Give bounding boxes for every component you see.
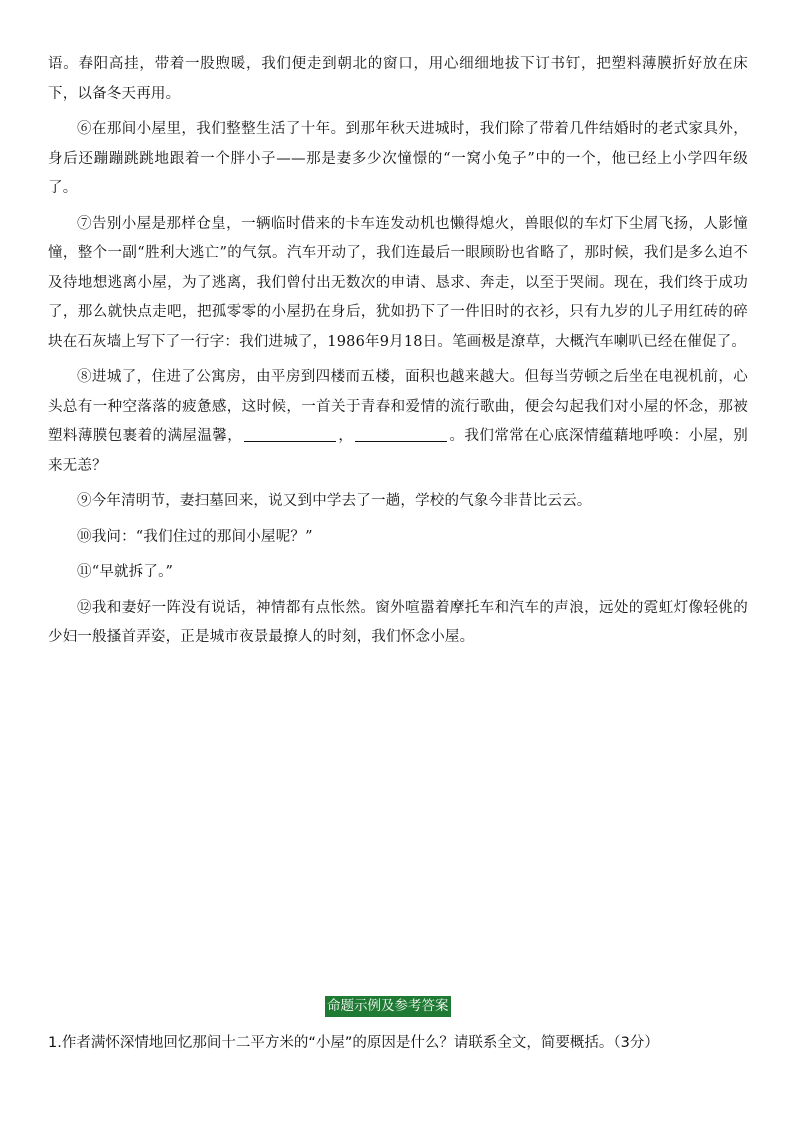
paragraph-8 — [48, 363, 748, 481]
paragraph-8-separator: ， — [338, 428, 354, 444]
paragraph-8-text-a: ⑧进城了，住进了公寓房，由平房到四楼而五楼，面积也越来越大。但每当劳顿之后坐在电视机前，心头总有一种空落落的疲惫感，这时候，一首关于青春和爱情的流行歌曲，便会勾起我们对小屋的怀念，那被塑料薄膜包裹着的满屋温馨， — [48, 369, 748, 444]
paragraph-8-text-b: 。我们常常在心底深情蕴藉地呼唤：小屋，别来无恙？ — [48, 428, 748, 474]
paragraph-6: ⑥在那间小屋里，我们整整生活了十年。到那年秋天进城时，我们除了带着几件结婚时的老式家具外，身后还蹦蹦跳跳地跟着一个胖小子——那是妻多少次憧憬的“一窝小兔子”中的一个，他已经上小学四年级了。 — [48, 121, 748, 196]
fill-blank-1[interactable] — [244, 427, 336, 442]
paragraph-10: ⑩我问：“我们住过的那间小屋呢？” — [77, 528, 313, 545]
article-body — [48, 50, 748, 659]
paragraph-11: ⑪“早就拆了。” — [77, 564, 174, 580]
paragraph-9: ⑨今年清明节，妻扫墓回来，说又到中学去了一趟，学校的气象今非昔比云云。 — [77, 493, 592, 509]
paragraph-intro: 语。春阳高挂，带着一股煦暖，我们便走到朝北的窗口，用心细细地拔下订书钉，把塑料薄膜折好放在床下，以备冬天再用。 — [48, 56, 748, 102]
paragraph-12: ⑫我和妻好一阵没有说话，神情都有点怅然。窗外喧嚣着摩托车和汽车的声浪，远处的霓虹灯像轻佻的少妇一般搔首弄姿，正是城市夜景最撩人的时刻，我们怀念小屋。 — [48, 599, 748, 645]
fill-blank-2[interactable] — [355, 427, 447, 442]
question-1: 1.作者满怀深情地回忆那间十二平方米的“小屋”的原因是什么？请联系全文，简要概括。（3分） — [48, 1035, 659, 1051]
section-tag: 命题示例及参考答案 — [325, 996, 451, 1017]
paragraph-7: ⑦告别小屋是那样仓皇，一辆临时借来的卡车连发动机也懒得熄火，兽眼似的车灯下尘屑飞扬，人影憧憧，整个一副“胜利大逃亡”的气氛。汽车开动了，我们连最后一眼顾盼也省略了，那时候，我们是多么迫不及待地想逃离小屋，为了逃离，我们曾付出无数次的申请、恳求、奔走，以至于哭闹。现在，我们终于成功了，那么就快点走吧，把孤零零的小屋扔在身后，犹如扔下了一件旧时的衣衫，只有九岁的儿子用红砖的碎块在石灰墙上写下了一行字：我们进城了，1986年9月18日。笔画极是潦草，大概汽车喇叭已经在催促了。 — [48, 215, 748, 350]
